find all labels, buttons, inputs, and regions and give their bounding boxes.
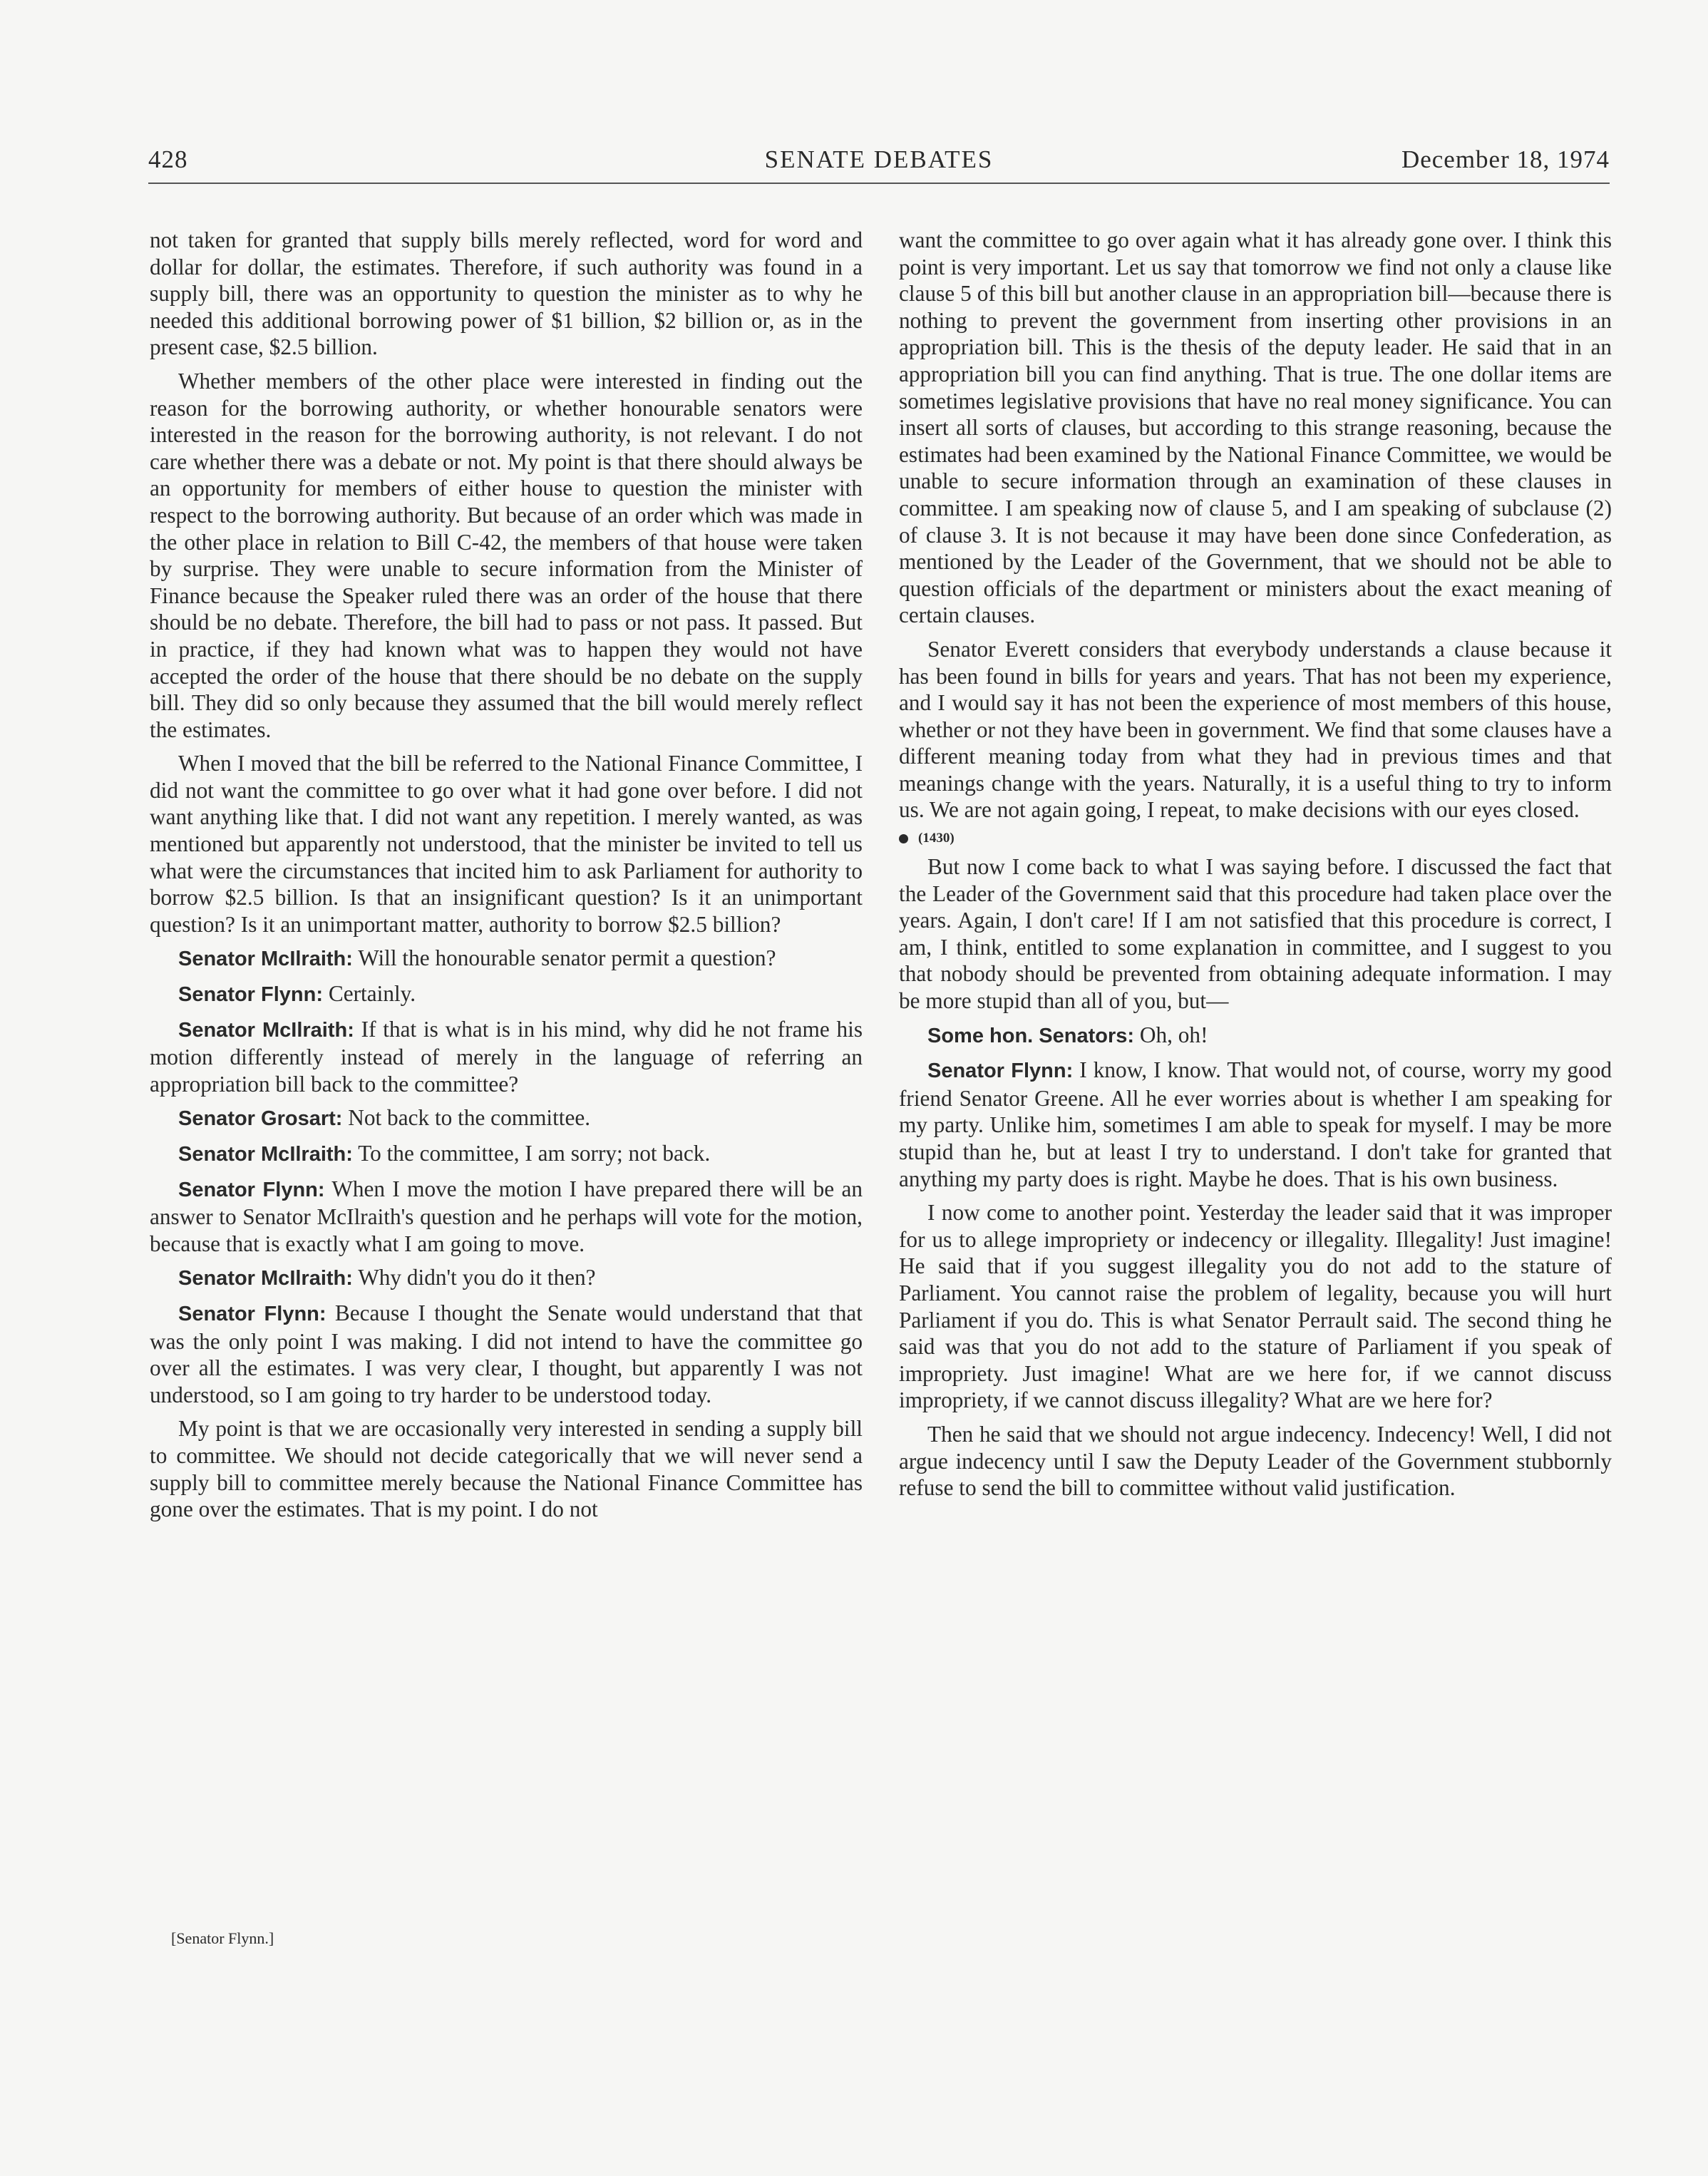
paragraph-text: I now come to another point. Yesterday the leader said that it was improper for us to allege impropriety or indecency or illegality. Illegality! Just imagine! He said that if you suggest illegality you do not add to the stature of Parliament. You cannot raise the problem of legality, because you will hurt Parliament if you do. This is what Senator Perrault said. The second thing he said was that you do not add to the stature of Parliament if you speak of impropriety. Just imagine! What are we here for, if we cannot discuss impropriety, if we cannot discuss illegality? What are we here for? (899, 1200, 1612, 1413)
paragraph (150, 1176, 863, 1258)
paragraph-text: My point is that we are occasionally very interested in sending a supply bill to committee. We should not decide categorically that we will never send a supply bill to committee merely because the National Finance Committee has gone over the estimates. That is my point. I do not (150, 1416, 863, 1522)
speaker-name: Some hon. Senators: (927, 1024, 1135, 1047)
speaker-name: Senator McIlraith: (178, 1018, 354, 1042)
paragraph-text: Oh, oh! (1139, 1022, 1208, 1047)
paragraph-text: When I move the motion I have prepared there will be an answer to Senator McIlraith's question and he perhaps will vote for the motion, because that is exactly what I am going to move. (150, 1176, 863, 1256)
paragraph (150, 945, 863, 973)
paragraph (150, 368, 863, 743)
paragraph-text: Then he said that we should not argue indecency. Indecency! Well, I did not argue indecency until I saw the Deputy Leader of the Government stubbornly refuse to send the bill to committee without valid justification. (899, 1421, 1612, 1501)
speaker-name: Senator Flynn: (927, 1059, 1074, 1083)
paragraph-text: Because I thought the Senate would understand that that was the only point I was making. I did not intend to have the committee go over all the estimates. I was very clear, I thought, but apparently I was not understood, so I am going to try harder to be understood today. (150, 1300, 863, 1407)
paragraph (150, 1016, 863, 1098)
paragraph (150, 1264, 863, 1293)
speaker-name: Senator McIlraith: (178, 1267, 353, 1290)
paragraph (899, 1199, 1612, 1414)
paragraph (150, 750, 863, 938)
right-column (899, 227, 1612, 1509)
paragraph (899, 636, 1612, 823)
paragraph-text: Whether members of the other place were interested in finding out the reason for the borrowing authority, or whether honourable senators were interested in the reason for the borrowing authority, is not relevant. I do not care whether there was a debate or not. My point is that there should always be an opportunity for members of either house to question the minister with respect to the borrowing authority. But because of an order which was made in the other place in relation to Bill C-42, the members of that house were taken by surprise. They were unable to secure information from the Minister of Finance because the Speaker ruled there was an order of the house that there should be no debate. Therefore, the bill had to pass or not pass. It passed. But in practice, if they had known what was to happen they would not have accepted the order of the house that there should be no debate on the supply bill. They did so only because they assumed that the bill would merely reflect the estimates. (150, 368, 863, 742)
speaker-name: Senator McIlraith: (178, 1143, 353, 1166)
paragraph-text: Senator Everett considers that everybody understands a clause because it has been found in bills for years and years. That has not been my experience, and I would say it has not been the experience of most members of this house, whether or not they have been in government. We find that some clauses have a different meaning today from what they had in previous times and that meanings change with the years. Naturally, it is a useful thing to try to inform us. We are not again going, I repeat, to make decisions with our eyes closed. (899, 636, 1612, 823)
paragraph (150, 1300, 863, 1408)
paragraph-text: When I moved that the bill be referred to the National Finance Committee, I did not want the committee to go over what it had gone over before. I did not want anything like that. I did not want any repetition. I merely wanted, as was mentioned but apparently not understood, that the minister be invited to tell us what were the circumstances that incited him to ask Parliament for authority to borrow $2.5 billion. Is that an insignificant question? Is it an unimportant question? Is it an unimportant matter, authority to borrow $2.5 billion? (150, 751, 863, 937)
left-column (150, 227, 863, 1530)
time-marker (899, 831, 1612, 846)
paragraph (899, 227, 1612, 629)
page-header (148, 143, 1610, 184)
speaker-name: Senator Flynn: (178, 1302, 326, 1325)
paragraph (150, 980, 863, 1009)
speaker-name: Senator Flynn: (178, 983, 324, 1007)
paragraph-text: Why didn't you do it then? (358, 1265, 596, 1290)
paragraph-text: If that is what is in his mind, why did he not frame his motion differently instead of merely in the language of referring an appropriation bill back to the committee? (150, 1016, 863, 1097)
page-number: 428 (148, 145, 188, 173)
bullet-icon (899, 834, 908, 843)
speaker-name: Senator Flynn: (178, 1178, 325, 1201)
paragraph (150, 1104, 863, 1133)
paragraph (899, 1421, 1612, 1502)
paragraph (150, 1415, 863, 1522)
paragraph-text: To the committee, I am sorry; not back. (358, 1141, 711, 1166)
speaker-name: Senator Grosart: (178, 1107, 343, 1131)
paragraph-text: But now I come back to what I was saying before. I discussed the fact that the Leader of the Government said that this procedure had taken place over the years. Again, I don't care! If I am not satisfied that this procedure is correct, I am, I think, entitled to some explanation in committee, and I suggest to you that nobody should be prevented from obtaining adequate information. I may be more stupid than all of you, but— (899, 854, 1612, 1014)
paragraph (150, 227, 863, 361)
paragraph-text: Certainly. (328, 981, 416, 1007)
paragraph (899, 1022, 1612, 1050)
paragraph-text: want the committee to go over again what it has already gone over. I think this point is very important. Let us say that tomorrow we find not only a clause like clause 5 of this bill but another clause in an appropriation bill—because there is nothing to prevent the government from inserting other provisions in an appropriation bill. This is the thesis of the deputy leader. He said that in an appropriation bill you can find anything. That is true. The one dollar items are sometimes legislative provisions that have no real money significance. You can insert all sorts of clauses, but according to this strange reasoning, because the estimates had been examined by the National Finance Committee, we would be unable to secure information through an examination of these clauses in committee. I am speaking now of clause 5, and I am speaking of subclause (2) of clause 3. It is not because it may have been done since Confederation, as mentioned by the Leader of the Government, that we should not be able to question officials of the department or ministers about the exact meaning of certain clauses. (899, 227, 1612, 628)
paragraph (899, 1057, 1612, 1192)
paragraph-text: not taken for granted that supply bills merely reflected, word for word and dollar for dollar, the estimates. Therefore, if such authority was found in a supply bill, there was an opportunity to question the minister as to why he needed this additional borrowing power of $1 billion, $2 billion or, as in the present case, $2.5 billion. (150, 227, 863, 360)
publication-title: SENATE DEBATES (764, 145, 994, 173)
time-marker-label: (1430) (918, 831, 955, 846)
page-date: December 18, 1974 (1401, 145, 1610, 173)
paragraph-text: Will the honourable senator permit a question? (358, 945, 776, 971)
paragraph (150, 1140, 863, 1169)
speaker-name: Senator McIlraith: (178, 948, 353, 971)
paragraph (899, 853, 1612, 1015)
paragraph-text: Not back to the committee. (348, 1105, 591, 1131)
speaker-footnote: [Senator Flynn.] (171, 1929, 274, 1947)
paragraph-text: I know, I know. That would not, of course, worry my good friend Senator Greene. All he ever worries about is whether I am speaking for my party. Unlike him, sometimes I am able to speak for myself. I may be more stupid than he, but at least I try to understand. I don't take for granted that anything my party does is right. Maybe he does. That is his own business. (899, 1057, 1612, 1191)
